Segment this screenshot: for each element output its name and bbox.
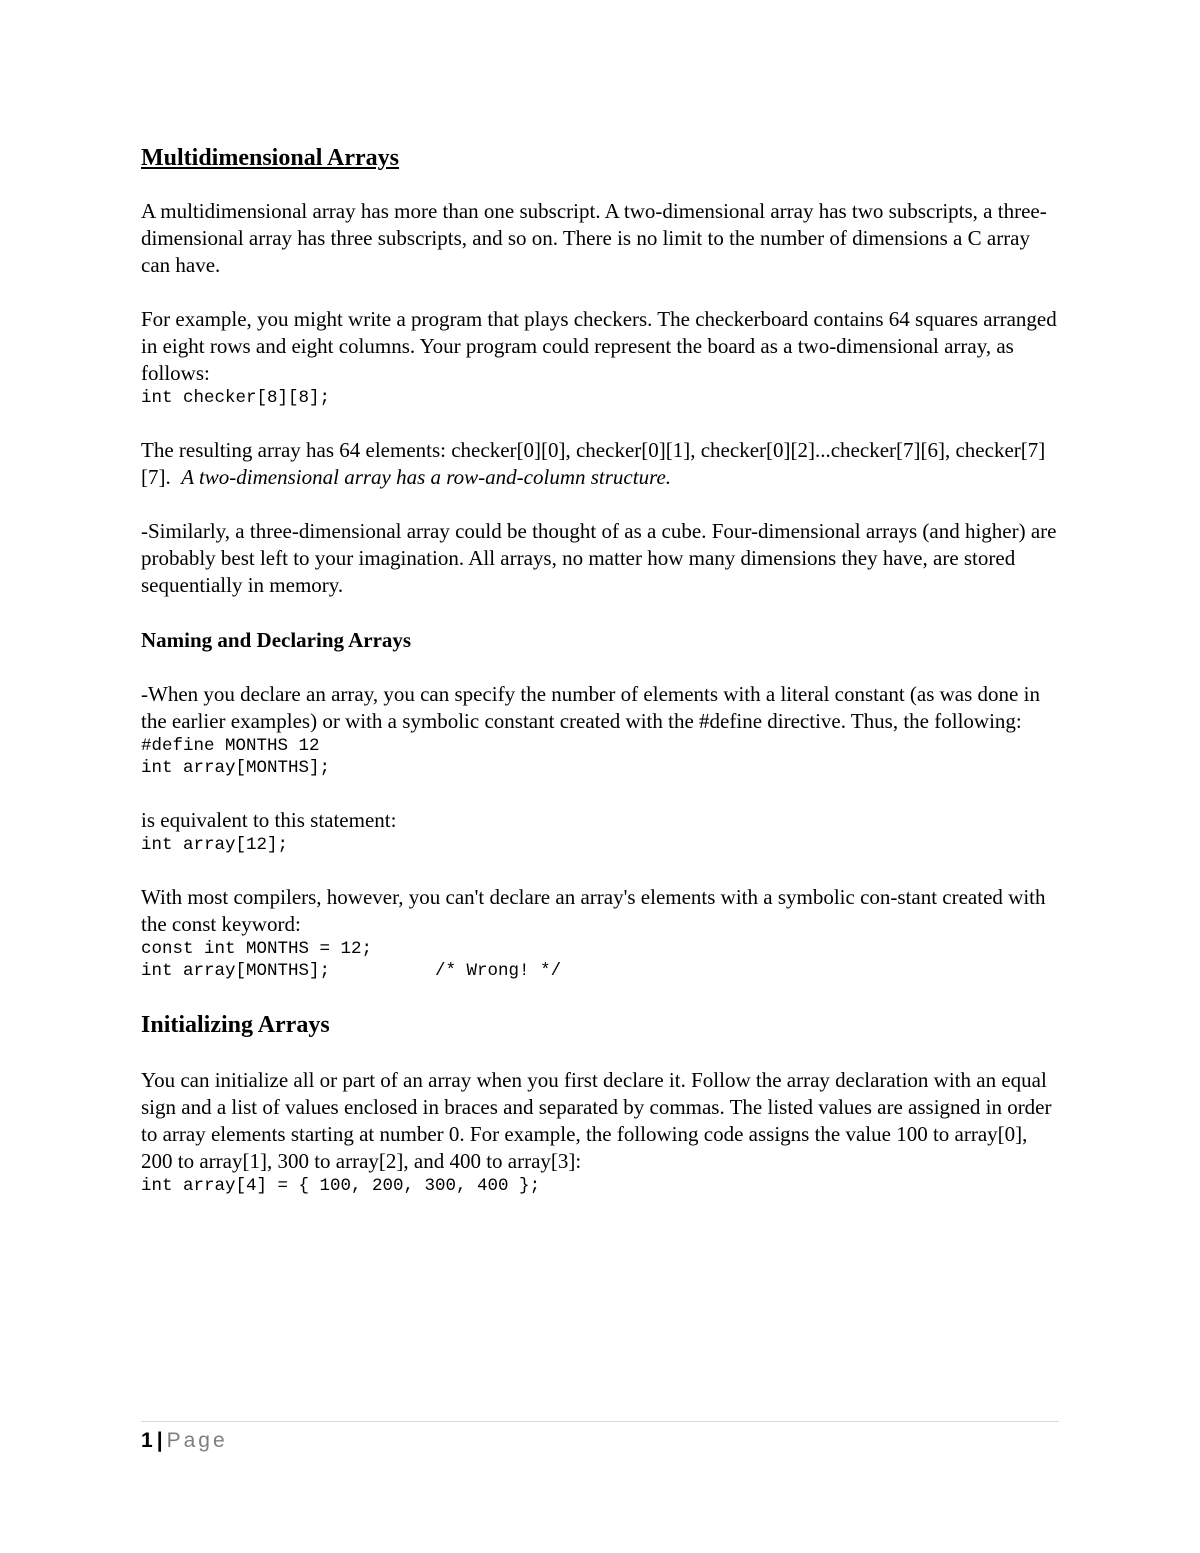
page-footer (141, 1428, 228, 1454)
document-title: Multidimensional Arrays (141, 145, 400, 171)
initializing-heading: Initializing Arrays (141, 1012, 330, 1038)
code-block-array12: int array[12]; (141, 835, 289, 855)
intro-paragraph-2: For example, you might write a program that plays checkers. The checkerboard contains 64 squares arranged in eight rows and eight columns. Your program could represent the board as a two-dimensional array, as follows: (141, 307, 1057, 385)
naming-paragraph-2: is equivalent to this statement: (141, 808, 397, 832)
footer-separator: | (156, 1429, 163, 1452)
initializing-paragraph-1: You can initialize all or part of an array when you first declare it. Follow the array declaration with an equal sign and a list of values enclosed in braces and separated by commas. The listed values are assigned in order to array elements starting at number 0. For example, the following code assigns the value 100 to array[0], 200 to array[1], 300 to array[2], and 400 to array[3]: (141, 1068, 1052, 1173)
naming-paragraph-1: -When you declare an array, you can specify the number of elements with a literal constant (as was done in the earlier examples) or with a symbolic constant created with the #define directive. Thus, the following: (141, 682, 1040, 733)
footer-divider (141, 1421, 1059, 1422)
intro-paragraph-3-italic: A two-dimensional array has a row-and-column structure. (181, 465, 672, 489)
code-block-define: #define MONTHS 12 int array[MONTHS]; (141, 736, 331, 778)
footer-page-label: Page (166, 1429, 228, 1452)
code-block-const: const int MONTHS = 12; int array[MONTHS]; /* Wrong! */ (141, 939, 562, 981)
intro-paragraph-1: A multidimensional array has more than one subscript. A two-dimensional array has two subscripts, a three-dimensional array has three subscripts, and so on. There is no limit to the number of dimensions a C array can have. (141, 199, 1047, 277)
page-number: 1 (141, 1429, 153, 1452)
naming-heading: Naming and Declaring Arrays (141, 628, 412, 652)
naming-paragraph-3: With most compilers, however, you can't declare an array's elements with a symbolic con-stant created with the const keyword: (141, 885, 1046, 936)
intro-paragraph-3 (141, 437, 1059, 491)
intro-paragraph-3-text: The resulting array has 64 elements: checker[0][0], checker[0][1], checker[0][2]...checker[7][6], checker[7][7]. (141, 438, 1046, 489)
document-page (141, 140, 1059, 1197)
intro-paragraph-4: -Similarly, a three-dimensional array could be thought of as a cube. Four-dimensional arrays (and higher) are probably best left to your imagination. All arrays, no matter how many dimensions they have, are stored sequentially in memory. (141, 519, 1057, 597)
code-block-checker: int checker[8][8]; (141, 388, 331, 408)
code-block-init: int array[4] = { 100, 200, 300, 400 }; (141, 1176, 541, 1196)
